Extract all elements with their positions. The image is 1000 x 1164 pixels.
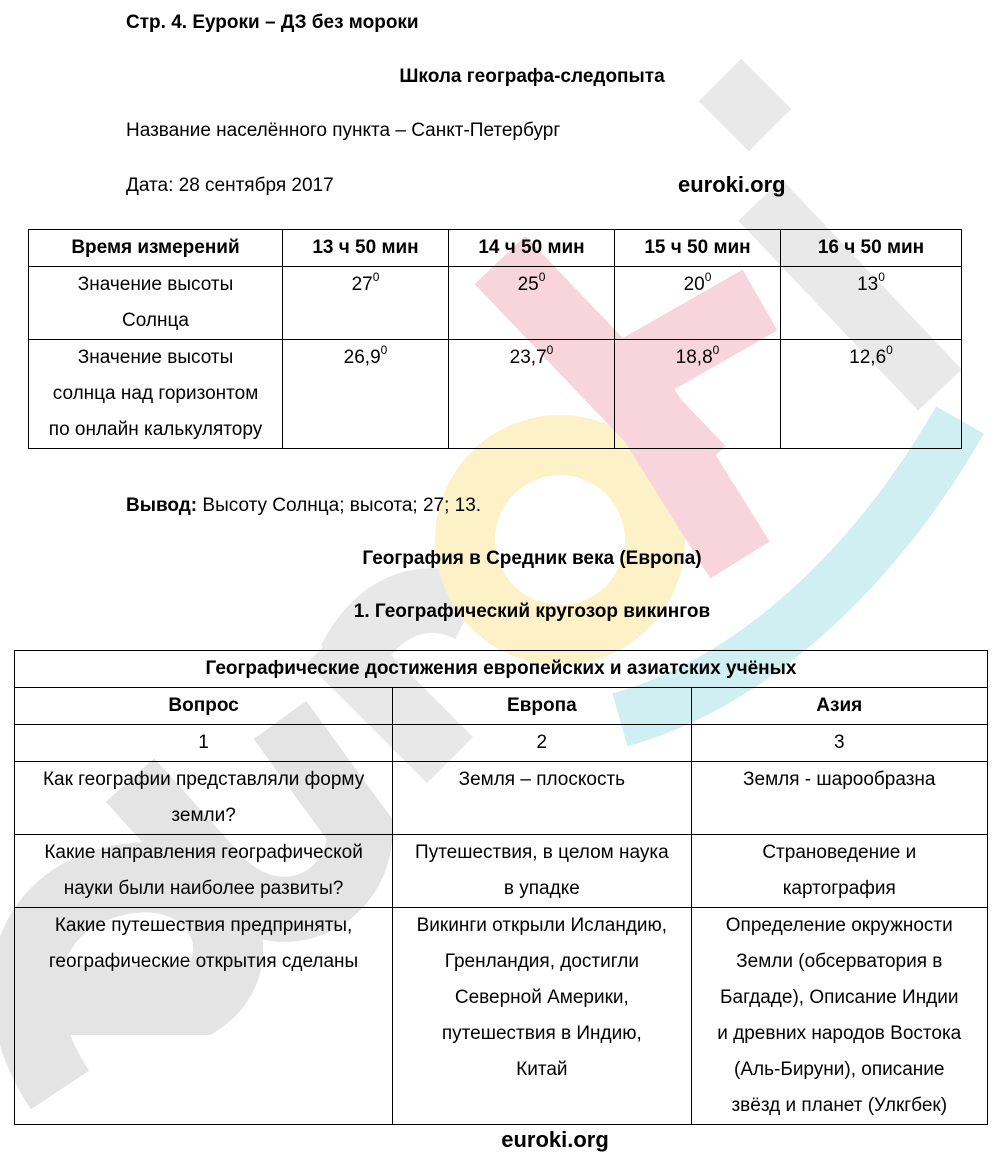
table-row	[29, 340, 962, 449]
europe-cell: Викинги открыли Исландию, Гренландия, достигли Северной Америки, путешествия в Индию, Китай	[393, 908, 691, 1125]
table-caption-row	[15, 651, 988, 688]
page-title: Стр. 4. Еуроки – ДЗ без мороки	[126, 12, 419, 33]
table-row	[15, 908, 988, 1125]
question-cell: Как географии представляли форму земли?	[15, 762, 393, 835]
row-label-line: Значение высоты	[77, 347, 234, 368]
table-row	[15, 762, 988, 835]
header-cell: 14 ч 50 мин	[449, 230, 615, 267]
asia-cell: Определение окружности Земли (обсерватория в Багдаде), Описание Индии и древних народов Востока (Аль-Бируни), описание звёзд и планет (Улкгбек)	[691, 908, 987, 1125]
table-caption: Географические достижения европейских и азиатских учёных	[15, 651, 988, 688]
row-label	[29, 267, 283, 340]
value-cell: 12,6$^0$	[781, 340, 962, 449]
achievements-table	[14, 650, 988, 1125]
value-cell: $20^0$	[615, 267, 781, 340]
row-label-line: Значение высоты	[77, 274, 234, 295]
number-cell: 1	[15, 725, 393, 762]
row-label-line: солнца над горизонтом	[52, 383, 259, 404]
header-cell: Азия	[691, 688, 987, 725]
row-label	[29, 340, 283, 449]
footer-site-logo: euroki.org	[501, 1127, 609, 1152]
table-header-row	[29, 230, 962, 267]
site-logo: euroki.org	[678, 172, 786, 197]
header-cell: Время измерений	[29, 230, 283, 267]
sun-height-table	[28, 229, 962, 449]
section2-title: География в Средник века (Европа)	[362, 548, 702, 569]
value-cell: $27^0$	[283, 267, 449, 340]
number-cell: 2	[393, 725, 691, 762]
question-cell: Какие путешествия предприняты, географические открытия сделаны	[15, 908, 393, 1125]
question-cell: Какие направления географической науки были наиболее развиты?	[15, 835, 393, 908]
table-row	[15, 835, 988, 908]
conclusion	[126, 495, 481, 517]
europe-cell: Путешествия, в целом наука в упадке	[393, 835, 691, 908]
header-cell: 15 ч 50 мин	[615, 230, 781, 267]
table-number-row	[15, 725, 988, 762]
header-cell: 16 ч 50 мин	[781, 230, 962, 267]
value-cell: 23,7$^0$	[449, 340, 615, 449]
value-cell: 18,8$^0$	[615, 340, 781, 449]
table-header-row	[15, 688, 988, 725]
header-cell: Вопрос	[15, 688, 393, 725]
header-cell: 13 ч 50 мин	[283, 230, 449, 267]
value-cell: $25^0$	[449, 267, 615, 340]
row-label-line: Солнца	[122, 310, 189, 331]
conclusion-text: Высоту Солнца; высота; 27; 13.	[197, 495, 482, 516]
asia-cell: Земля - шарообразна	[691, 762, 987, 835]
number-cell: 3	[691, 725, 987, 762]
section2-subtitle: 1. Географический кругозор викингов	[353, 601, 711, 622]
value-cell: 26,9$^0$	[283, 340, 449, 449]
value-cell: $13^0$	[781, 267, 962, 340]
asia-cell: Страноведение и картография	[691, 835, 987, 908]
row-label-line: по онлайн калькулятору	[48, 419, 263, 440]
conclusion-label: Вывод:	[126, 495, 198, 516]
europe-cell: Земля – плоскость	[393, 762, 691, 835]
date-line: Дата: 28 сентября 2017	[126, 175, 334, 196]
header-cell: Европа	[393, 688, 691, 725]
section-title: Школа географа-следопыта	[399, 66, 665, 87]
table-row	[29, 267, 962, 340]
place-line: Название населённого пункта – Санкт-Петербург	[126, 120, 561, 141]
